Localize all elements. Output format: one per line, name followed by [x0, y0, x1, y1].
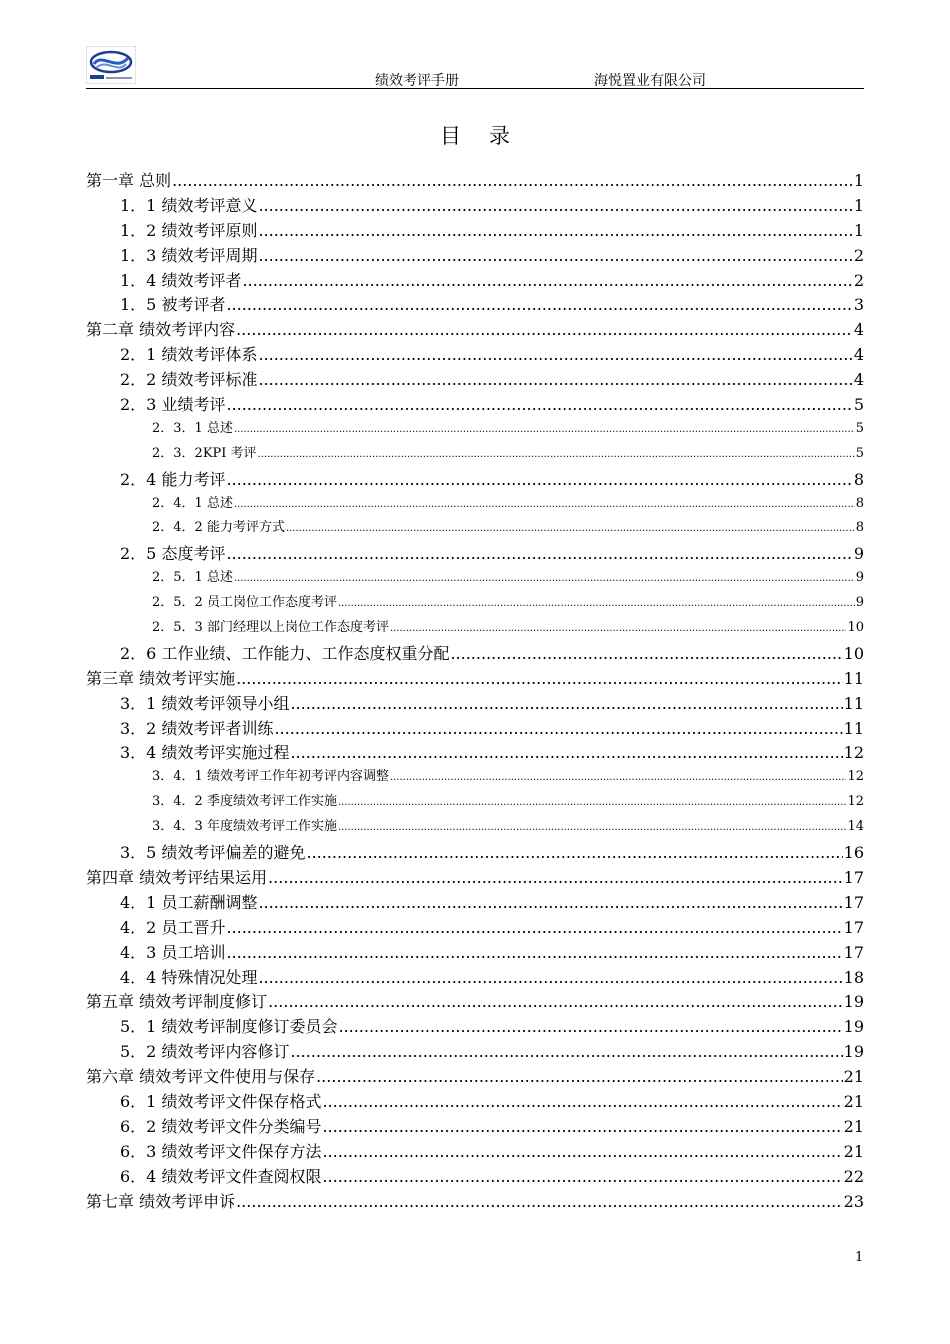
toc-entry[interactable] [86, 865, 864, 890]
toc-dot-leader [290, 743, 842, 762]
toc-entry[interactable] [86, 516, 864, 541]
toc-entry[interactable] [86, 989, 864, 1014]
toc-entry-title: 2．4 能力考评 [120, 469, 226, 489]
toc-dot-leader [258, 345, 852, 364]
toc-entry-page: 10 [843, 643, 864, 663]
toc-entry-page: 11 [843, 718, 864, 738]
toc-entry[interactable] [86, 442, 864, 467]
toc-entry-page: 4 [853, 345, 864, 365]
toc-entry-title: 5．1 绩效考评制度修订委员会 [120, 1017, 338, 1037]
toc-entry-title: 第六章 绩效考评文件使用与保存 [86, 1067, 316, 1087]
toc-entry-page: 5 [855, 445, 864, 461]
toc-entry[interactable] [86, 317, 864, 342]
toc-entry-title: 1．4 绩效考评者 [120, 270, 242, 290]
toc-entry-title: 1．2 绩效考评原则 [120, 220, 258, 240]
toc-entry[interactable] [86, 566, 864, 591]
toc-dot-leader [390, 620, 847, 635]
toc-entry[interactable] [86, 591, 864, 616]
toc-entry[interactable] [86, 168, 864, 193]
toc-entry-page: 1 [853, 220, 864, 240]
toc-entry[interactable] [86, 740, 864, 765]
toc-entry[interactable] [86, 367, 864, 392]
toc-entry[interactable] [86, 890, 864, 915]
toc-entry-page: 5 [855, 420, 864, 436]
toc-entry-title: 2．3．2KPI 考评 [152, 445, 257, 461]
toc-dot-leader [390, 769, 847, 784]
toc-entry[interactable] [86, 1164, 864, 1189]
toc-entry[interactable] [86, 790, 864, 815]
toc-dot-leader [226, 470, 852, 489]
toc-entry[interactable] [86, 541, 864, 566]
toc-entry-title: 第七章 绩效考评申诉 [86, 1191, 236, 1211]
toc-dot-leader [322, 1167, 842, 1186]
toc-entry[interactable] [86, 641, 864, 666]
toc-entry[interactable] [86, 940, 864, 965]
toc-entry-title: 4．3 员工培训 [120, 942, 226, 962]
toc-entry-title: 3．1 绩效考评领导小组 [120, 693, 290, 713]
toc-entry-page: 5 [853, 395, 864, 415]
toc-entry-title: 6．3 绩效考评文件保存方法 [120, 1141, 322, 1161]
table-of-contents [86, 168, 864, 1213]
toc-entry-page: 2 [853, 245, 864, 265]
header-doc-title: 绩效考评手册 [375, 73, 459, 89]
toc-dot-leader [172, 171, 853, 190]
toc-entry[interactable] [86, 815, 864, 840]
toc-entry-page: 21 [843, 1116, 864, 1136]
toc-entry[interactable] [86, 193, 864, 218]
toc-entry-page: 10 [847, 620, 864, 636]
toc-entry-title: 4．1 员工薪酬调整 [120, 892, 258, 912]
toc-entry-page: 12 [847, 769, 864, 785]
toc-dot-leader [226, 544, 852, 563]
toc-entry-page: 3 [853, 295, 864, 315]
toc-entry-title: 5．2 绩效考评内容修订 [120, 1042, 290, 1062]
header-company-name: 海悦置业有限公司 [594, 73, 706, 89]
toc-entry-page: 12 [847, 794, 864, 810]
toc-entry[interactable] [86, 965, 864, 990]
toc-entry[interactable] [86, 1189, 864, 1214]
toc-entry-title: 第五章 绩效考评制度修订 [86, 992, 268, 1012]
toc-dot-leader [338, 794, 847, 809]
toc-dot-leader [274, 719, 842, 738]
toc-entry-title: 2．3．1 总述 [152, 420, 233, 436]
toc-entry-title: 2．2 绩效考评标准 [120, 370, 258, 390]
toc-entry-page: 19 [843, 992, 864, 1012]
toc-entry-title: 2．4．1 总述 [152, 495, 233, 511]
toc-entry[interactable] [86, 840, 864, 865]
toc-entry[interactable] [86, 765, 864, 790]
toc-dot-leader [316, 1067, 843, 1086]
toc-entry-title: 4．4 特殊情况处理 [120, 967, 258, 987]
toc-entry-title: 3．4 绩效考评实施过程 [120, 743, 290, 763]
toc-entry-title: 第四章 绩效考评结果运用 [86, 867, 268, 887]
toc-entry-title: 6．2 绩效考评文件分类编号 [120, 1116, 322, 1136]
toc-entry-page: 17 [843, 942, 864, 962]
toc-entry[interactable] [86, 915, 864, 940]
toc-entry-page: 18 [843, 967, 864, 987]
toc-entry-title: 1．1 绩效考评意义 [120, 195, 258, 215]
toc-dot-leader [258, 221, 852, 240]
toc-entry-page: 9 [855, 595, 864, 611]
toc-entry-title: 2．5．1 总述 [152, 570, 233, 586]
toc-entry[interactable] [86, 492, 864, 517]
toc-entry-page: 19 [843, 1017, 864, 1037]
toc-dot-leader [258, 196, 852, 215]
toc-dot-leader [234, 570, 855, 585]
toc-entry[interactable] [86, 1114, 864, 1139]
toc-dot-leader [242, 271, 852, 290]
toc-entry[interactable] [86, 1139, 864, 1164]
toc-entry[interactable] [86, 616, 864, 641]
toc-dot-leader [226, 943, 842, 962]
toc-entry-title: 2．4．2 能力考评方式 [152, 520, 285, 536]
toc-dot-leader [226, 395, 852, 414]
toc-entry-title: 6．4 绩效考评文件查阅权限 [120, 1166, 322, 1186]
toc-dot-leader [234, 496, 855, 511]
toc-dot-leader [258, 893, 842, 912]
toc-entry-page: 4 [853, 370, 864, 390]
toc-entry[interactable] [86, 1064, 864, 1089]
toc-dot-leader [268, 992, 843, 1011]
toc-entry-page: 11 [843, 693, 864, 713]
toc-entry[interactable] [86, 292, 864, 317]
toc-dot-leader [236, 320, 853, 339]
toc-entry-title: 第二章 绩效考评内容 [86, 320, 236, 340]
toc-dot-leader [450, 644, 842, 663]
toc-entry-title: 3．4．2 季度绩效考评工作实施 [152, 794, 337, 810]
toc-dot-leader [258, 446, 855, 461]
toc-entry-page: 17 [843, 867, 864, 887]
toc-dot-leader [322, 1092, 842, 1111]
toc-entry[interactable] [86, 342, 864, 367]
toc-entry-page: 19 [843, 1042, 864, 1062]
toc-entry-page: 9 [855, 570, 864, 586]
toc-entry-page: 8 [855, 520, 864, 536]
toc-entry-page: 1 [853, 195, 864, 215]
toc-entry-title: 2．5 态度考评 [120, 544, 226, 564]
toc-dot-leader [226, 295, 852, 314]
toc-entry-page: 21 [843, 1091, 864, 1111]
toc-entry-page: 11 [843, 668, 864, 688]
toc-entry[interactable] [86, 392, 864, 417]
toc-entry-page: 16 [843, 843, 864, 863]
toc-entry-title: 3．4．1 绩效考评工作年初考评内容调整 [152, 769, 389, 785]
toc-dot-leader [286, 520, 855, 535]
toc-dot-leader [236, 669, 843, 688]
toc-dot-leader [322, 1117, 842, 1136]
toc-entry-title: 4．2 员工晋升 [120, 917, 226, 937]
toc-entry-page: 1 [853, 171, 864, 190]
toc-dot-leader [268, 868, 843, 887]
toc-entry[interactable] [86, 1039, 864, 1064]
toc-entry-page: 12 [843, 743, 864, 763]
toc-entry-page: 4 [853, 320, 864, 340]
toc-title: 目录 [440, 124, 538, 148]
toc-entry-page: 9 [853, 544, 864, 564]
toc-dot-leader [234, 421, 855, 436]
toc-entry[interactable] [86, 1089, 864, 1114]
toc-entry-title: 2．3 业绩考评 [120, 395, 226, 415]
toc-entry-title: 第三章 绩效考评实施 [86, 668, 236, 688]
toc-entry-page: 17 [843, 892, 864, 912]
toc-entry[interactable] [86, 417, 864, 442]
toc-entry-title: 3．4．3 年度绩效考评工作实施 [152, 819, 337, 835]
header-divider [86, 88, 864, 89]
toc-entry-page: 14 [847, 819, 864, 835]
company-logo-icon [86, 46, 136, 84]
toc-dot-leader [338, 1017, 842, 1036]
toc-entry-page: 21 [843, 1067, 864, 1087]
toc-dot-leader [306, 843, 842, 862]
toc-entry-page: 22 [843, 1166, 864, 1186]
toc-dot-leader [258, 968, 842, 987]
toc-dot-leader [258, 246, 852, 265]
toc-entry[interactable] [86, 666, 864, 691]
toc-entry[interactable] [86, 1014, 864, 1039]
toc-dot-leader [236, 1192, 843, 1211]
toc-dot-leader [290, 694, 842, 713]
toc-entry-title: 1．5 被考评者 [120, 295, 226, 315]
toc-entry[interactable] [86, 218, 864, 243]
toc-dot-leader [290, 1042, 842, 1061]
toc-entry-page: 23 [843, 1191, 864, 1211]
footer-page-number: 1 [855, 1250, 864, 1265]
toc-entry-page: 8 [853, 469, 864, 489]
toc-entry-title: 2．5．2 员工岗位工作态度考评 [152, 595, 337, 611]
toc-entry-title: 3．5 绩效考评偏差的避免 [120, 843, 306, 863]
toc-entry[interactable] [86, 268, 864, 293]
toc-dot-leader [322, 1142, 842, 1161]
toc-entry[interactable] [86, 243, 864, 268]
toc-entry-page: 8 [855, 495, 864, 511]
toc-entry[interactable] [86, 716, 864, 741]
toc-entry[interactable] [86, 691, 864, 716]
toc-entry-title: 1．3 绩效考评周期 [120, 245, 258, 265]
toc-entry-title: 2．6 工作业绩、工作能力、工作态度权重分配 [120, 643, 450, 663]
toc-entry-title: 6．1 绩效考评文件保存格式 [120, 1091, 322, 1111]
toc-entry-title: 3．2 绩效考评者训练 [120, 718, 274, 738]
toc-dot-leader [338, 595, 855, 610]
toc-dot-leader [338, 819, 847, 834]
toc-entry-page: 21 [843, 1141, 864, 1161]
toc-entry-page: 2 [853, 270, 864, 290]
toc-entry-title: 2．1 绩效考评体系 [120, 345, 258, 365]
toc-entry-page: 17 [843, 917, 864, 937]
toc-entry-title: 2．5．3 部门经理以上岗位工作态度考评 [152, 620, 389, 636]
toc-dot-leader [226, 918, 842, 937]
toc-entry[interactable] [86, 467, 864, 492]
toc-dot-leader [258, 370, 852, 389]
toc-entry-title: 第一章 总则 [86, 171, 172, 190]
